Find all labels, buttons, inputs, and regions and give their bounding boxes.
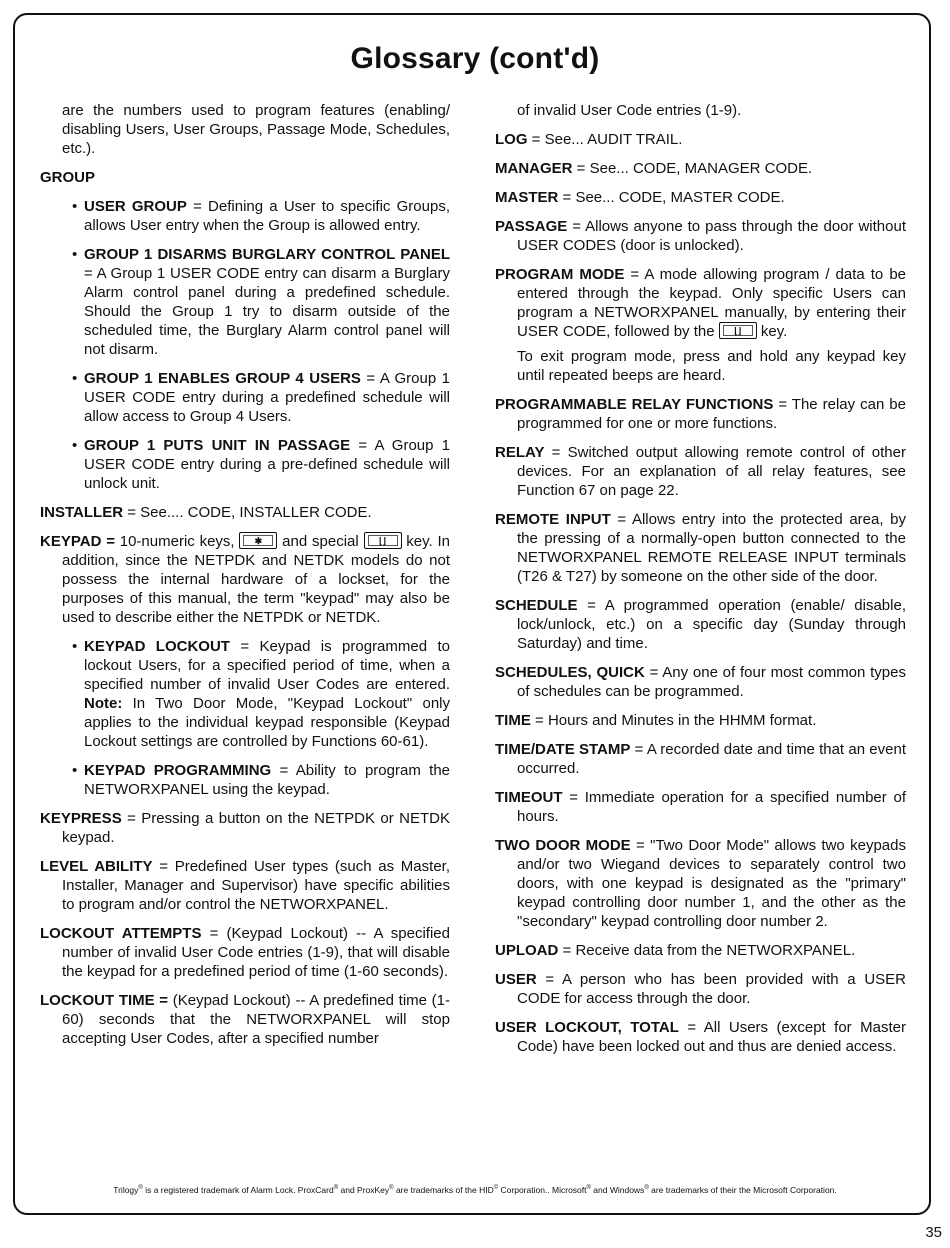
bullet-icon: • (72, 370, 78, 387)
glossary-entry-time: TIME = Hours and Minutes in the HHMM format. (495, 712, 817, 729)
glossary-entry-installer: INSTALLER = See.... CODE, INSTALLER CODE. (40, 504, 372, 521)
trademark-footer: Trilogy® is a registered trademark of Alarm Lock. ProxCard® and ProxKey® are trademarks of the HID© Corporation.. Microsoft® and Windows® are trademarks of their the Microsoft Corporation. (113, 1185, 837, 1195)
glossary-entry-group1-disarms: • GROUP 1 DISARMS BURGLARY CONTROL PANEL = A Group 1 USER CODE entry can disarm a Burglary Alarm control panel during a predefined schedule. Should the Group 1 try to disarm outside of the scheduled time, the Burglary Alarm control panel will not disarm. (72, 246, 450, 358)
glossary-entry-passage: PASSAGE = Allows anyone to pass through the door without USER CODES (door is unlocked). (495, 218, 906, 254)
page-title: Glossary (cont'd) (350, 42, 600, 75)
glossary-entry-schedule: SCHEDULE = A programmed operation (enable/ disable, lock/unlock, etc.) on a specific day (Sunday through Saturday) and time. (495, 597, 906, 652)
glossary-entry-keypad-programming: • KEYPAD PROGRAMMING = Ability to program the NETWORXPANEL using the keypad. (72, 762, 450, 798)
bullet-icon: • (72, 198, 78, 215)
glossary-entry-lockout-attempts: LOCKOUT ATTEMPTS = (Keypad Lockout) -- A specified number of invalid User Code entries (1-9), that will disable the keypad for a predefined period of time (1-60 seconds). (40, 925, 450, 980)
bullet-icon: • (72, 762, 78, 779)
glossary-entry-keypress: KEYPRESS = Pressing a button on the NETPDK or NETDK keypad. (40, 810, 450, 846)
glossary-entry-log: LOG = See... AUDIT TRAIL. (495, 131, 683, 148)
page-number: 35 (925, 1224, 942, 1241)
glossary-entry-program-mode: PROGRAM MODE = A mode allowing program / data to be entered through the keypad. Only specific Users can program a NETWORXPANEL manually, by entering their USER CODE, followed by the ⌊⌋ key. (495, 266, 906, 340)
glossary-entry-remote-input: REMOTE INPUT = Allows entry into the protected area, by the pressing of a normally-open button connected to the NETWORXPANEL REMOTE RELEASE INPUT terminals (T26 & T27) by someone on the other side of the door. (495, 511, 906, 585)
glossary-entry-time-date-stamp: TIME/DATE STAMP = A recorded date and time that an event occurred. (495, 741, 906, 777)
star-key-icon: ✱ (239, 532, 277, 549)
bullet-icon: • (72, 437, 78, 454)
glossary-entry-lockout-time: LOCKOUT TIME = (Keypad Lockout) -- A predefined time (1-60) seconds that the NETWORXPANEL will stop accepting User Codes, after a specified number (40, 992, 450, 1047)
glossary-entry-manager: MANAGER = See... CODE, MANAGER CODE. (495, 160, 813, 177)
glossary-entry-keypad: KEYPAD = 10-numeric keys, ✱ and special ⌊⌋ key. In addition, since the NETPDK and NETDK models do not possess the internal hardware of a lockset, for the purposes of this manual, the term "keypad" may also be used to describe either the NETPDK or NETDK. (40, 533, 450, 626)
left-column (40, 101, 450, 1058)
glossary-entry-upload: UPLOAD = Receive data from the NETWORXPANEL. (495, 942, 856, 959)
continued-text: are the numbers used to program features (enabling/ disabling Users, User Groups, Passage Mode, Schedules, etc.). (62, 102, 450, 157)
right-column (495, 101, 906, 1066)
glossary-entry-user-group: • USER GROUP = Defining a User to specific Groups, allows User entry when the Group is allowed entry. (72, 198, 450, 234)
glossary-entry-group1-passage: • GROUP 1 PUTS UNIT IN PASSAGE = A Group 1 USER CODE entry during a pre-defined schedule will unlock unit. (72, 437, 450, 492)
glossary-entry-keypad-lockout: • KEYPAD LOCKOUT = Keypad is programmed to lockout Users, for a specified period of time, when a specified number of invalid User Codes are entered. Note: In Two Door Mode, "Keypad Lockout" only applies to the individual keypad responsible (Keypad Lockout settings are controlled by Functions 60-61). (72, 638, 450, 750)
glossary-entry-schedules-quick: SCHEDULES, QUICK = Any one of four most common types of schedules can be programmed. (495, 664, 906, 700)
glossary-entry-group1-enables: • GROUP 1 ENABLES GROUP 4 USERS = A Group 1 USER CODE entry during a predefined schedule will allow access to Group 4 Users. (72, 370, 450, 425)
program-mode-exit-text: To exit program mode, press and hold any keypad key until repeated beeps are heard. (517, 348, 906, 384)
glossary-entry-relay: RELAY = Switched output allowing remote control of other devices. For an explanation of all relay features, see Function 67 on page 22. (495, 444, 906, 499)
bullet-icon: • (72, 246, 78, 263)
glossary-entry-level-ability: LEVEL ABILITY = Predefined User types (such as Master, Installer, Manager and Supervisor) have specific abilities to program and/or control the NETWORXPANEL. (40, 858, 450, 913)
special-key-icon: ⌊⌋ (719, 322, 757, 339)
special-key-icon: ⌊⌋ (364, 532, 402, 549)
glossary-entry-master: MASTER = See... CODE, MASTER CODE. (495, 189, 785, 206)
glossary-entry-programmable-relay: PROGRAMMABLE RELAY FUNCTIONS = The relay can be programmed for one or more functions. (495, 396, 906, 432)
glossary-entry-two-door-mode: TWO DOOR MODE = "Two Door Mode" allows two keypads and/or two Wiegand devices to separately control two doors, with one keypad is designated as the "primary" keypad controlling door number 1, and the other as the "secondary" keypad controlling door number 2. (495, 837, 906, 930)
continued-text: of invalid User Code entries (1-9). (517, 102, 742, 119)
group-heading: GROUP (40, 169, 96, 186)
bullet-icon: • (72, 638, 78, 655)
glossary-entry-timeout: TIMEOUT = Immediate operation for a specified number of hours. (495, 789, 906, 825)
glossary-entry-user: USER = A person who has been provided with a USER CODE for access through the door. (495, 971, 906, 1007)
glossary-entry-user-lockout-total: USER LOCKOUT, TOTAL = All Users (except for Master Code) have been locked out and thus are denied access. (495, 1019, 906, 1055)
